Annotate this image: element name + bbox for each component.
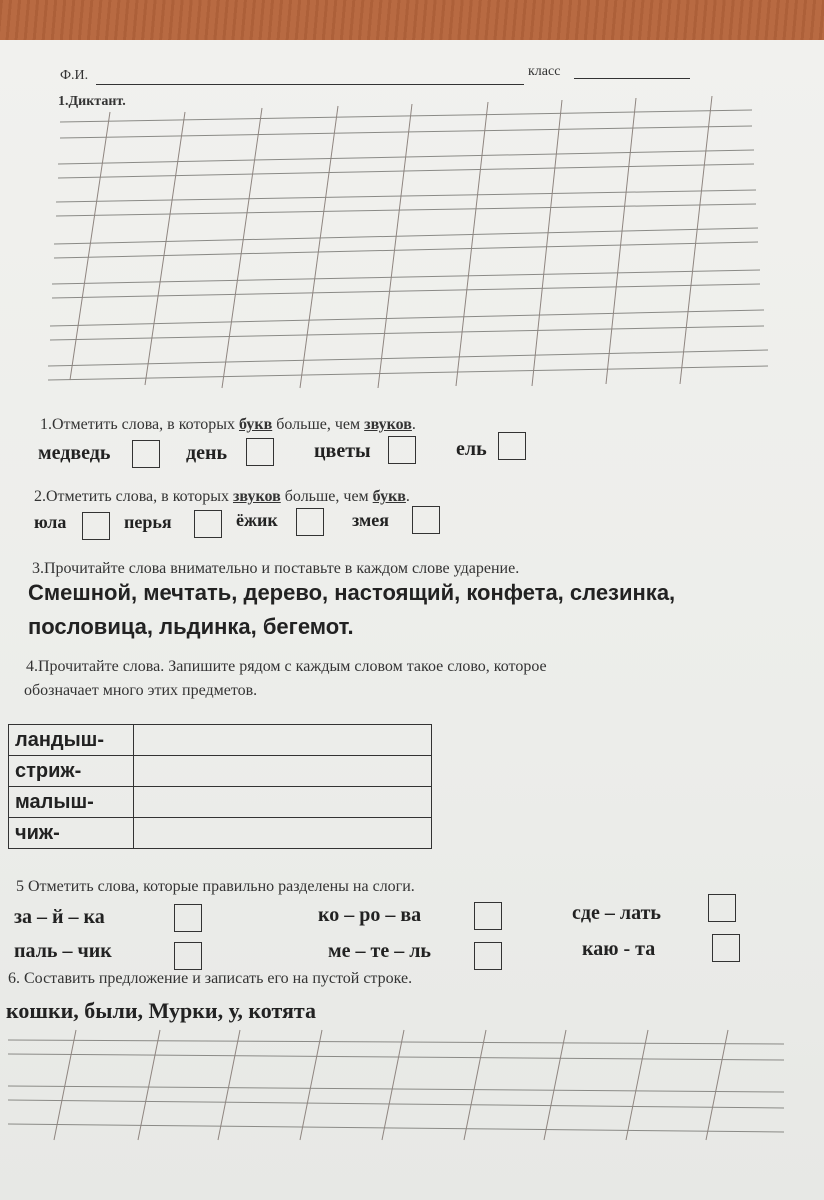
class-label: класс bbox=[528, 64, 561, 79]
task4-instruction-line1: 4.Прочитайте слова. Запишите рядом с каждым словом такое слово, которое bbox=[26, 658, 547, 675]
task6-words: кошки, были, Мурки, у, котята bbox=[6, 998, 316, 1023]
task6-writing-grid[interactable] bbox=[0, 40, 824, 1200]
table-cell-word: малыш- bbox=[9, 787, 134, 818]
task2-word: ёжик bbox=[236, 510, 278, 530]
task5-word: ко – ро – ва bbox=[318, 904, 422, 926]
task1-emph-sounds: звуков bbox=[364, 416, 412, 433]
grid-horizontal-lines bbox=[8, 1040, 784, 1132]
grid-slant-lines bbox=[54, 1030, 728, 1140]
task3-instruction: 3.Прочитайте слова внимательно и поставьте в каждом слове ударение. bbox=[32, 560, 520, 577]
task5-instruction: 5 Отметить слова, которые правильно разделены на слоги. bbox=[16, 878, 415, 895]
task3-words-line1: Смешной, мечтать, дерево, настоящий, конфета, слезинка, bbox=[28, 580, 676, 605]
task2-emph-letters: букв bbox=[372, 488, 406, 505]
task5-word: каю - та bbox=[582, 938, 656, 960]
task2-word: перья bbox=[124, 512, 172, 532]
table-cell-word: чиж- bbox=[9, 818, 134, 849]
dictation-title: 1.Диктант. bbox=[58, 94, 126, 109]
task5-word: за – й – ка bbox=[14, 906, 105, 928]
task5-word: паль – чик bbox=[14, 940, 112, 962]
task2-word: юла bbox=[34, 512, 67, 532]
task6-instruction: 6. Составить предложение и записать его на пустой строке. bbox=[8, 970, 413, 987]
task2-instruction: 2.Отметить слова, в которых звуков больше, чем букв. bbox=[34, 488, 410, 505]
table-cell-word: ландыш- bbox=[9, 725, 134, 756]
task3-words-line2: пословица, льдинка, бегемот. bbox=[28, 614, 354, 639]
task1-word: день bbox=[186, 442, 228, 464]
table-cell-word: стриж- bbox=[9, 756, 134, 787]
task4-instruction-line2: обозначает много этих предметов. bbox=[24, 682, 258, 699]
task1-word: медведь bbox=[38, 442, 111, 464]
fio-label: Ф.И. bbox=[60, 68, 89, 83]
task1-word: цветы bbox=[314, 440, 371, 462]
task5-word: ме – те – ль bbox=[328, 940, 431, 962]
task5-word: сде – лать bbox=[572, 902, 661, 924]
worksheet-page bbox=[0, 40, 824, 1200]
task1-emph-letters: букв bbox=[238, 416, 273, 433]
task2-emph-sounds: звуков bbox=[232, 488, 281, 505]
task1-instruction: 1.Отметить слова, в которых букв больше, чем звуков. bbox=[40, 416, 416, 433]
task2-word: змея bbox=[352, 510, 389, 530]
task1-word: ель bbox=[456, 438, 487, 460]
